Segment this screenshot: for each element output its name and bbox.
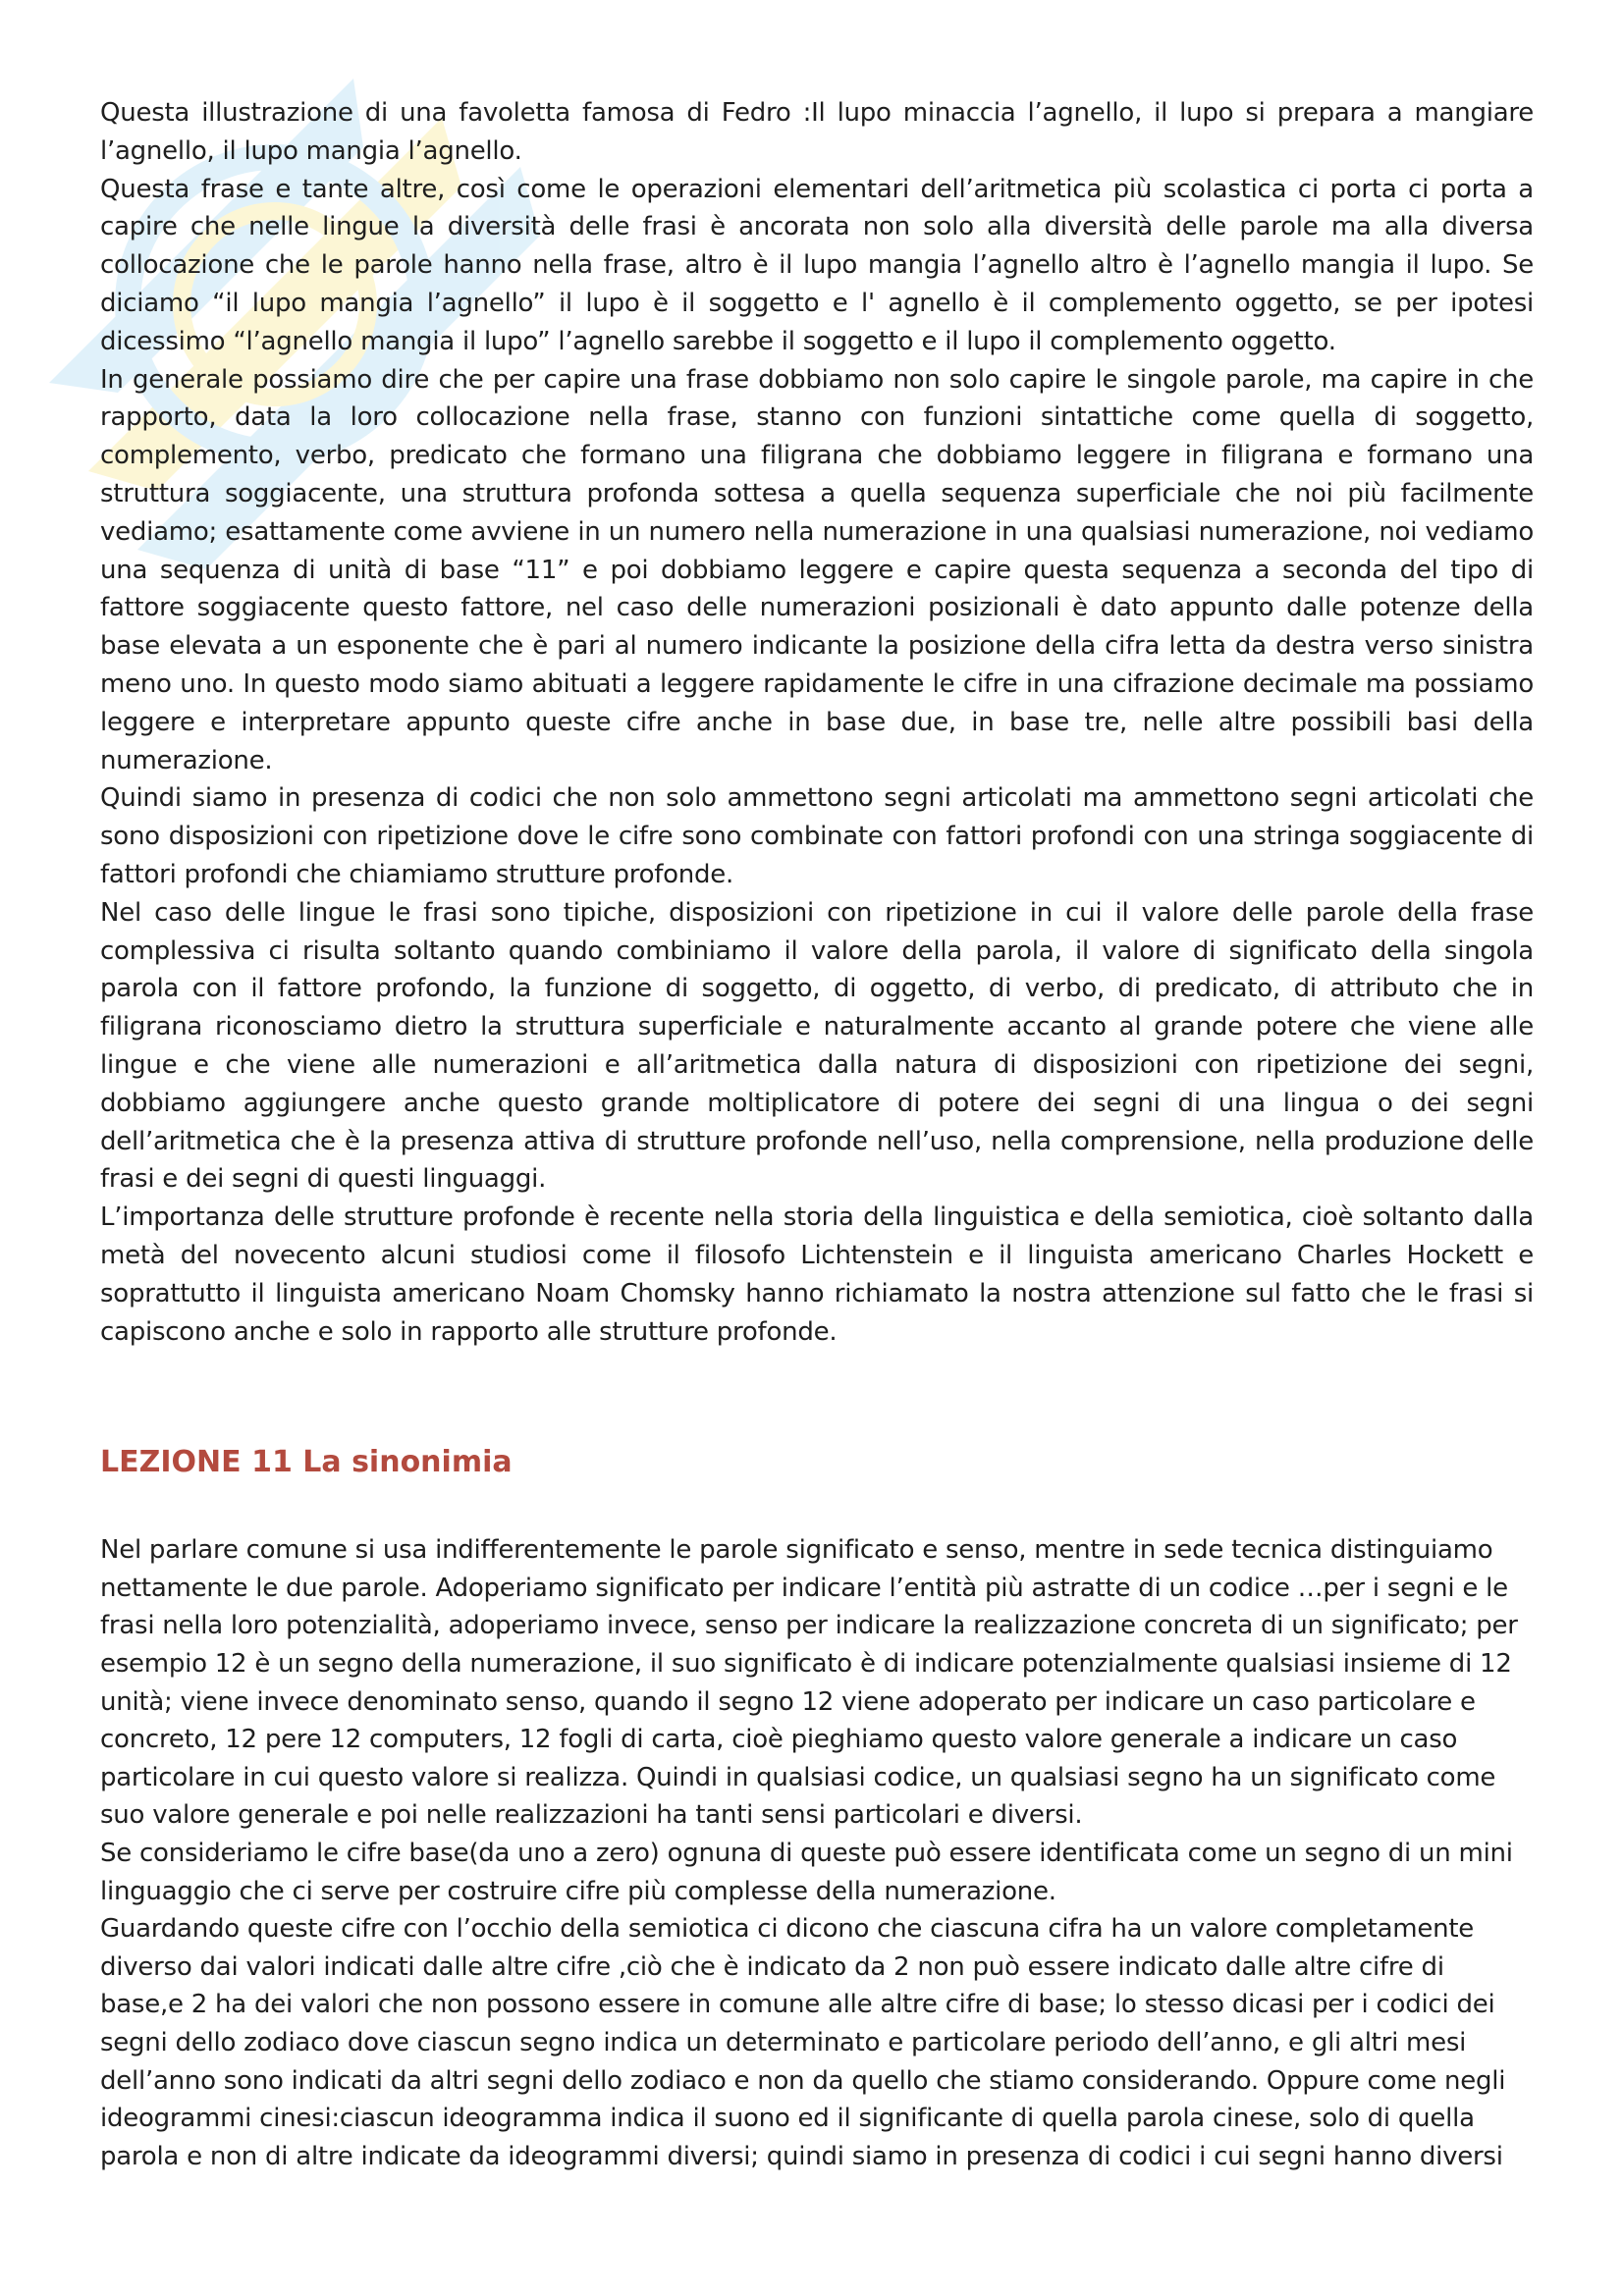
paragraph: Questa illustrazione di una favoletta famosa di Fedro :Il lupo minaccia l’agnello, il lupo si prepara a mangiare l’agnello, il lupo mangia l’agnello.	[100, 98, 1534, 166]
paragraph: Se consideriamo le cifre base(da uno a zero) ognuna di queste può essere identificata come un segno di un mini linguaggio che ci serve per costruire cifre più complesse della numerazione.	[100, 1839, 1513, 1906]
paragraph: Nel caso delle lingue le frasi sono tipiche, disposizioni con ripetizione in cui il valore delle parole della frase complessiva ci risulta soltanto quando combiniamo il valore della parola, il valore di significato della singola parola con il fattore profondo, la funzione di soggetto, di oggetto, di verbo, di predicato, di attributo che in filigrana riconosciamo dietro la struttura superficiale e naturalmente accanto al grande potere che viene alle lingue e che viene alle numerazioni e all’aritmetica dalla natura di disposizioni con ripetizione dei segni, dobbiamo aggiungere anche questo grande moltiplicatore di potere dei segni di una lingua o dei segni dell’aritmetica che è la presenza attiva di strutture profonde nell’uso, nella comprensione, nella produzione delle frasi e dei segni di questi linguaggi.	[100, 897, 1534, 1195]
paragraph: Nel parlare comune si usa indifferentemente le parole significato e senso, mentre in sede tecnica distinguiamo nettamente le due parole. Adoperiamo significato per indicare l’entità più astratte di un codice …per i segni e le frasi nella loro potenzialità, adoperiamo invece, senso per indicare la realizzazione concreta di un significato; per esempio 12 è un segno della numerazione, il suo significato è di indicare potenzialmente qualsiasi insieme di 12 unità; viene invece denominato senso, quando il segno 12 viene adoperato per indicare un caso particolare e concreto, 12 pere 12 computers, 12 fogli di carta, cioè pieghiamo questo valore generale a indicare un caso particolare in cui questo valore si realizza. Quindi in qualsiasi codice, un qualsiasi segno ha un significato come suo valore generale e poi nelle realizzazioni ha tanti sensi particolari e diversi.	[100, 1535, 1518, 1831]
lesson-heading: LEZIONE 11 La sinonimia	[100, 1445, 513, 1480]
paragraph: Quindi siamo in presenza di codici che non solo ammettono segni articolati ma ammettono segni articolati che sono disposizioni con ripetizione dove le cifre sono combinate con fattori profondi con una stringa soggiacente di fattori profondi che chiamiamo strutture profonde.	[100, 783, 1534, 889]
section-synonymy	[100, 1531, 1529, 2175]
section-deep-structures	[100, 94, 1534, 1351]
page-content	[100, 94, 1534, 2175]
paragraph: L’importanza delle strutture profonde è recente nella storia della linguistica e della semiotica, cioè soltanto dalla metà del novecento alcuni studiosi come il filosofo Lichtenstein e il linguista americano Charles Hockett e soprattutto il linguista americano Noam Chomsky hanno richiamato la nostra attenzione sul fatto che le frasi si capiscono anche e solo in rapporto alle strutture profonde.	[100, 1202, 1534, 1347]
paragraph: In generale possiamo dire che per capire una frase dobbiamo non solo capire le singole parole, ma capire in che rapporto, data la loro collocazione nella frase, stanno con funzioni sintattiche come quella di soggetto, complemento, verbo, predicato che formano una filigrana che dobbiamo leggere in filigrana e formano una struttura soggiacente, una struttura profonda sottesa a quella sequenza superficiale che noi più facilmente vediamo; esattamente come avviene in un numero nella numerazione in una qualsiasi numerazione, noi vediamo una sequenza di unità di base “11” e poi dobbiamo leggere e capire questa sequenza a seconda del tipo di fattore soggiacente questo fattore, nel caso delle numerazioni posizionali è dato appunto dalle potenze della base elevata a un esponente che è pari al numero indicante la posizione della cifra letta da destra verso sinistra meno uno. In questo modo siamo abituati a leggere rapidamente le cifre in una cifrazione decimale ma possiamo leggere e interpretare appunto queste cifre anche in base due, in base tre, nelle altre possibili basi della numerazione.	[100, 364, 1534, 775]
paragraph: Questa frase e tante altre, così come le operazioni elementari dell’aritmetica più scolastica ci porta ci porta a capire che nelle lingue la diversità delle frasi è ancorata non solo alla diversità delle parole ma alla diversa collocazione che le parole hanno nella frase, altro è il lupo mangia l’agnello altro è l’agnello mangia il lupo. Se diciamo “il lupo mangia l’agnello” il lupo è il soggetto e l' agnello è il complemento oggetto, se per ipotesi dicessimo “l’agnello mangia il lupo” l’agnello sarebbe il soggetto e il lupo il complemento oggetto.	[100, 174, 1534, 356]
paragraph: Guardando queste cifre con l’occhio della semiotica ci dicono che ciascuna cifra ha un valore completamente diverso dai valori indicati dalle altre cifre ,ciò che è indicato da 2 non può essere indicato dalle altre cifre di base,e 2 ha dei valori che non possono essere in comune alle altre cifre di base; lo stesso dicasi per i codici dei segni dello zodiaco dove ciascun segno indica un determinato e particolare periodo dell’anno, e gli altri mesi dell’anno sono indicati da altri segni dello zodiaco e non da quello che stiamo considerando. Oppure come negli ideogrammi cinesi:ciascun ideogramma indica il suono ed il significante di quella parola cinese, solo di quella parola e non di altre indicate da ideogrammi diversi; quindi siamo in presenza di codici i cui segni hanno diversi	[100, 1914, 1506, 2171]
